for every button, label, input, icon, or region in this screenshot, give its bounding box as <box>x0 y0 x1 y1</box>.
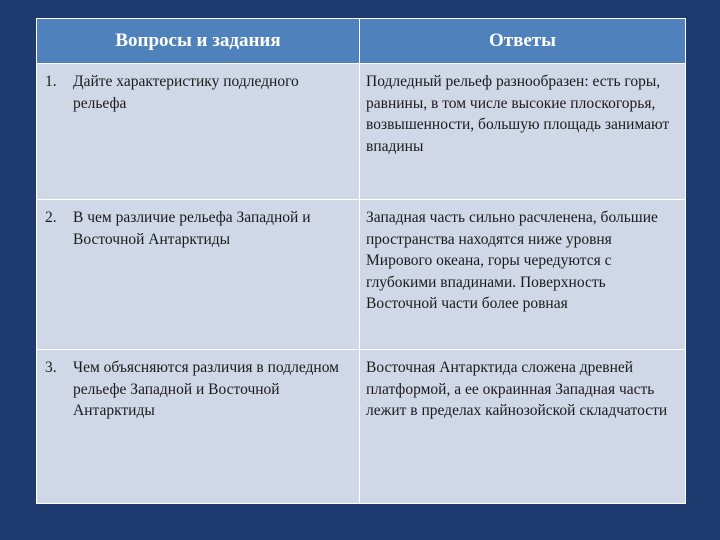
answer-cell: Западная часть сильно расчленена, большие пространства находятся ниже уровня Мирового океана, горы чередуются с глубокими впадинами. Поверхность Восточной части более ровная <box>360 200 686 350</box>
header-questions: Вопросы и задания <box>37 19 360 64</box>
question-text: Дайте характеристику подледного рельефа <box>73 73 299 112</box>
question-text: Чем объясняются различия в подледном рельефе Западной и Восточной Антарктиды <box>73 359 339 419</box>
question-cell <box>37 350 360 504</box>
table-row <box>37 200 686 350</box>
answer-cell: Подледный рельеф разнообразен: есть горы, равнины, в том числе высокие плоскогорья, возвышенности, большую площадь занимают впадины <box>360 64 686 200</box>
question-number: 1. <box>45 73 57 90</box>
question-cell <box>37 64 360 200</box>
question-number: 2. <box>45 209 57 226</box>
header-answers: Ответы <box>360 19 686 64</box>
question-cell <box>37 200 360 350</box>
table-row <box>37 350 686 504</box>
answer-cell: Восточная Антарктида сложена древней платформой, а ее окраинная Западная часть лежит в пределах кайнозойской складчатости <box>360 350 686 504</box>
table-header-row <box>37 19 686 64</box>
table-row <box>37 64 686 200</box>
question-number: 3. <box>45 359 57 376</box>
qa-table <box>36 18 686 504</box>
question-text: В чем различие рельефа Западной и Восточной Антарктиды <box>73 209 311 248</box>
